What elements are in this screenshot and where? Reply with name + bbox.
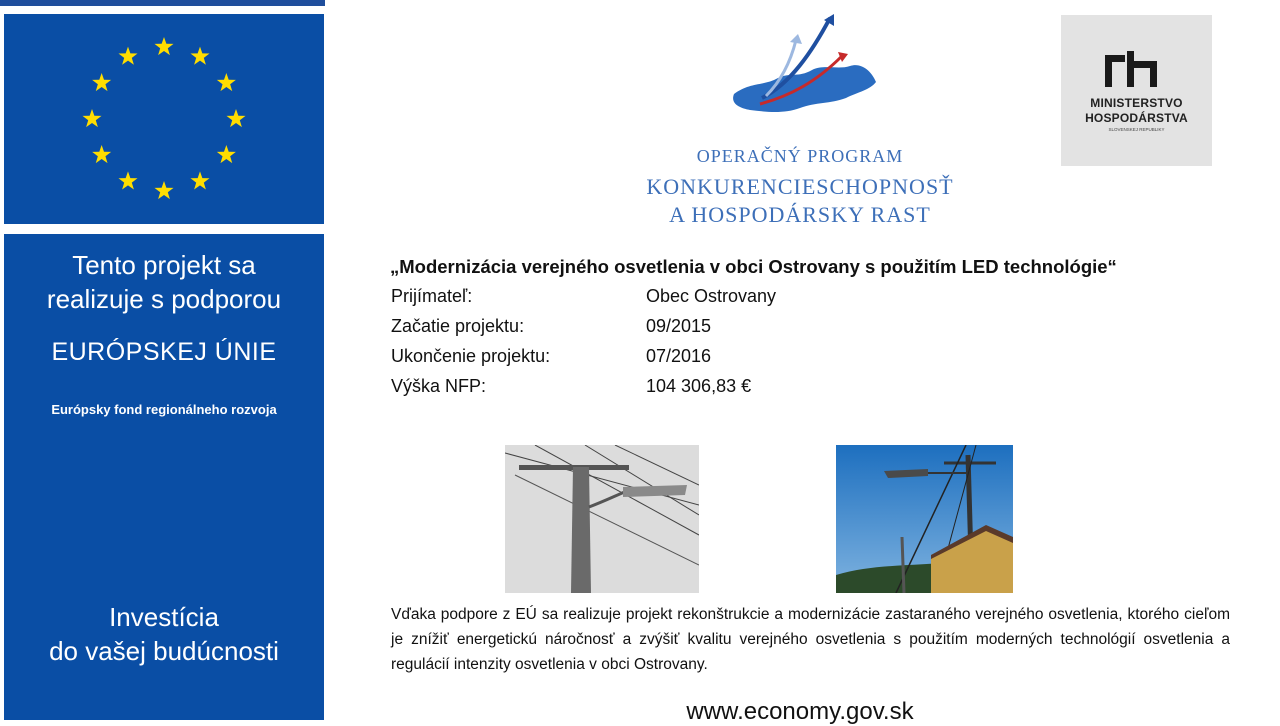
start-value: 09/2015 <box>646 316 712 336</box>
eu-star-icon <box>82 109 101 127</box>
slovakia-arrows-logo-icon <box>720 12 880 127</box>
op-program-name: KONKURENCIESCHOPNOSŤ <box>646 174 954 199</box>
eu-star-icon <box>92 145 111 163</box>
op-program-name-2: A HOSPODÁRSKY RAST <box>669 202 931 227</box>
nfp-value: 104 306,83 € <box>646 376 752 396</box>
eu-star-icon <box>190 171 209 189</box>
project-description: Vďaka podpore z EÚ sa realizuje projekt rekonštrukcie a modernizácie zastaraného verejného osvetlenia, ktorého cieľom je znížiť energetickú náročnosť a zvýšiť kvalitu verejného osvetlenia s použitím moderných technológií osvetlenia a regulácií intenzity osvetlenia v obci Ostrovany. <box>391 606 1230 673</box>
eu-star-icon <box>217 145 236 163</box>
top-strip <box>0 0 325 6</box>
eu-star-icon <box>118 47 137 65</box>
eu-star-icon <box>154 181 173 199</box>
ministry-subtitle: SLOVENSKEJ REPUBLIKY <box>1108 127 1165 132</box>
end-value: 07/2016 <box>646 346 712 366</box>
eu-info-panel <box>4 234 324 720</box>
ministry-logo <box>1061 15 1212 166</box>
ministry-name-1: MINISTERSTVO <box>1090 96 1183 110</box>
eu-stars-icon <box>4 14 324 224</box>
eu-star-icon <box>190 47 209 65</box>
project-title: „Modernizácia verejného osvetlenia v obci Ostrovany s použitím LED technológie“ <box>390 256 1117 277</box>
eu-star-icon <box>226 109 245 127</box>
eu-support-text: Tento projekt sa realizuje s podporou <box>46 250 282 314</box>
eu-star-icon <box>118 171 137 189</box>
eu-star-icon <box>217 73 236 91</box>
eu-slogan: Investícia do vašej budúcnosti <box>49 602 279 666</box>
eu-union-text: EURÓPSKEJ ÚNIE <box>51 338 277 366</box>
website-link[interactable]: www.economy.gov.sk <box>686 698 914 725</box>
led-street-lamp-photo <box>836 445 1013 593</box>
ministry-name-2: HOSPODÁRSTVA <box>1085 111 1188 125</box>
op-program-label: OPERAČNÝ PROGRAM <box>696 146 904 166</box>
eu-flag <box>4 14 324 224</box>
recipient-label: Prijímateľ: <box>391 286 473 306</box>
ministry-rh-icon <box>1061 15 1212 166</box>
end-label: Ukončenie projektu: <box>391 346 551 366</box>
nfp-label: Výška NFP: <box>391 376 487 396</box>
recipient-value: Obec Ostrovany <box>646 286 777 306</box>
eu-fund-text: Európsky fond regionálneho rozvoja <box>51 402 277 417</box>
eu-star-icon <box>92 73 111 91</box>
old-street-lamp-photo <box>505 445 699 593</box>
start-label: Začatie projektu: <box>391 316 525 336</box>
eu-star-icon <box>154 37 173 55</box>
